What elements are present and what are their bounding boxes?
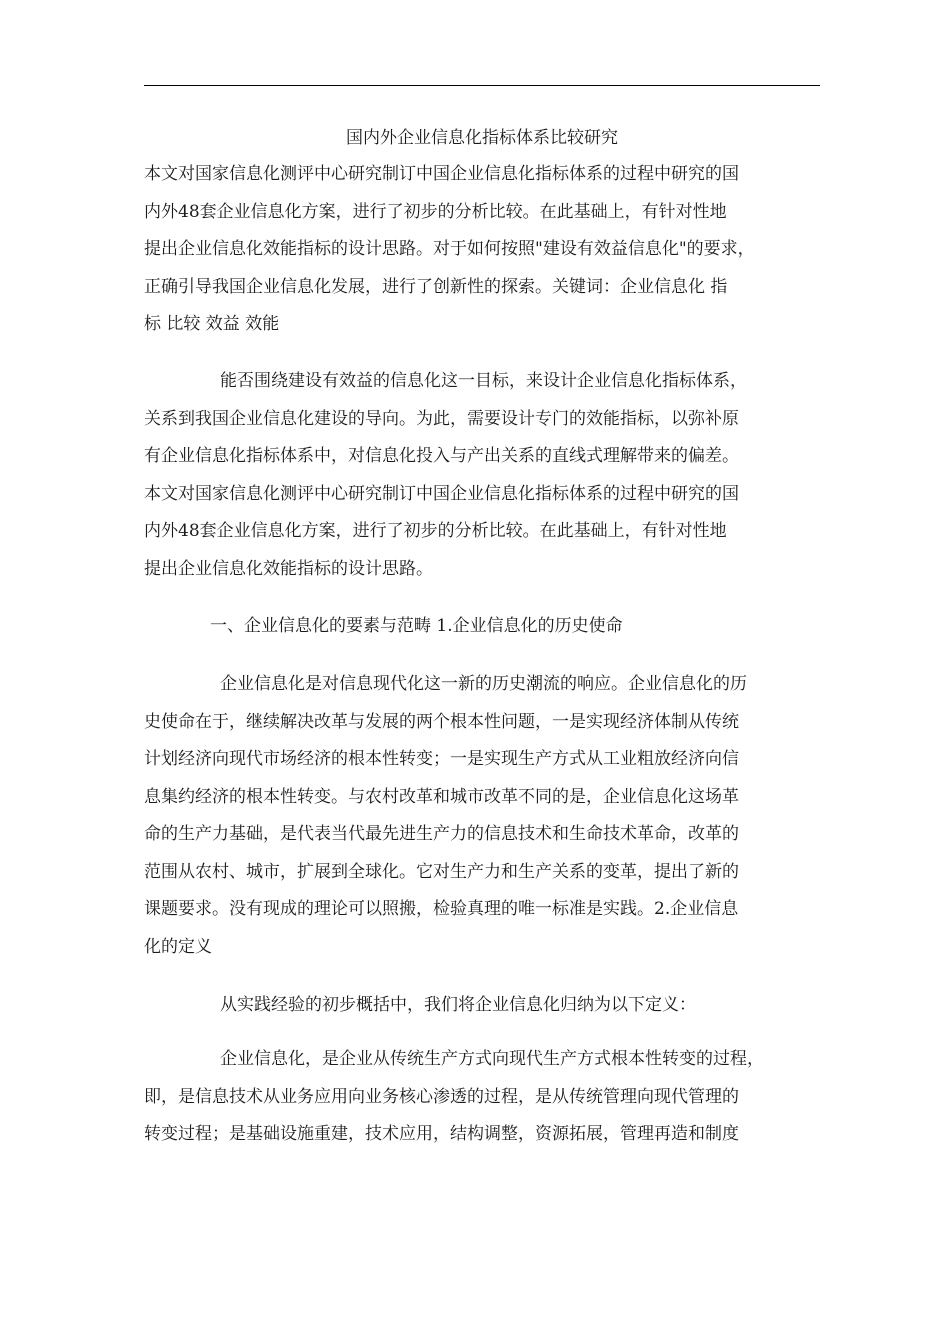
definition-paragraph: [144, 1041, 820, 1154]
document-title: 国内外企业信息化指标体系比较研究: [346, 128, 618, 148]
paragraph-line: 本文对国家信息化测评中心研究制订中国企业信息化指标体系的过程中研究的国: [144, 483, 739, 504]
paragraph-line: 有企业信息化指标体系中，对信息化投入与产出关系的直线式理解带来的偏差。: [144, 446, 739, 466]
paragraph-line: 命的生产力基础，是代表当代最先进生产力的信息技术和生命技术革命，改革的: [144, 824, 739, 844]
paragraph-line: 课题要求。没有现成的理论可以照搬，检验真理的唯一标准是实践。2.企业信息: [144, 899, 739, 919]
header-rule: [144, 85, 820, 86]
paragraph-line: 史使命在于，继续解决改革与发展的两个根本性问题，一是实现经济体制从传统: [144, 711, 739, 732]
abstract-line: 提出企业信息化效能指标的设计思路。对于如何按照"建设有效益信息化"的要求，: [144, 239, 755, 259]
paragraph-line: 关系到我国企业信息化建设的导向。为此，需要设计专门的效能指标，以弥补原: [144, 408, 739, 429]
paragraph-line: 企业信息化是对信息现代化这一新的历史潮流的响应。企业信息化的历: [220, 674, 747, 694]
paragraph-line: 范围从农村、城市，扩展到全球化。它对生产力和生产关系的变革，提出了新的: [144, 861, 739, 882]
paragraph-line: 化的定义: [144, 936, 212, 957]
paragraph-line: 从实践经验的初步概括中，我们将企业信息化归纳为以下定义：: [220, 995, 696, 1015]
paragraph-line: 转变过程；是基础设施重建，技术应用，结构调整，资源拓展，管理再造和制度: [144, 1124, 739, 1144]
abstract-line: 本文对国家信息化测评中心研究制订中国企业信息化指标体系的过程中研究的国: [144, 164, 739, 184]
paragraph-line: 能否围绕建设有效益的信息化这一目标，来设计企业信息化指标体系，: [220, 371, 747, 391]
paragraph-line: 企业信息化，是企业从传统生产方式向现代生产方式根本性转变的过程，: [220, 1049, 764, 1069]
paragraph-line: 即，是信息技术从业务应用向业务核心渗透的过程，是从传统管理向现代管理的: [144, 1086, 739, 1107]
abstract-line: 标 比较 效益 效能: [144, 314, 280, 334]
abstract-line: 正确引导我国企业信息化发展，进行了创新性的探索。关键词：企业信息化 指: [144, 276, 728, 297]
paragraph-line: 内外48套企业信息化方案，进行了初步的分析比较。在此基础上，有针对性地: [144, 521, 727, 541]
abstract-paragraph: [144, 156, 820, 344]
paragraph-line: 计划经济向现代市场经济的根本性转变；一是实现生产方式从工业粗放经济向信: [144, 749, 739, 769]
abstract-line: 内外48套企业信息化方案，进行了初步的分析比较。在此基础上，有针对性地: [144, 201, 727, 222]
paragraph-line: 息集约经济的根本性转变。与农村改革和城市改革不同的是，企业信息化这场革: [144, 786, 739, 807]
intro-paragraph: [144, 363, 820, 588]
section-heading: 一、企业信息化的要素与范畴 1.企业信息化的历史使命: [210, 616, 623, 636]
history-paragraph: [144, 666, 820, 966]
paragraph-line: 提出企业信息化效能指标的设计思路。: [144, 558, 433, 579]
definition-intro-paragraph: [144, 987, 820, 1025]
